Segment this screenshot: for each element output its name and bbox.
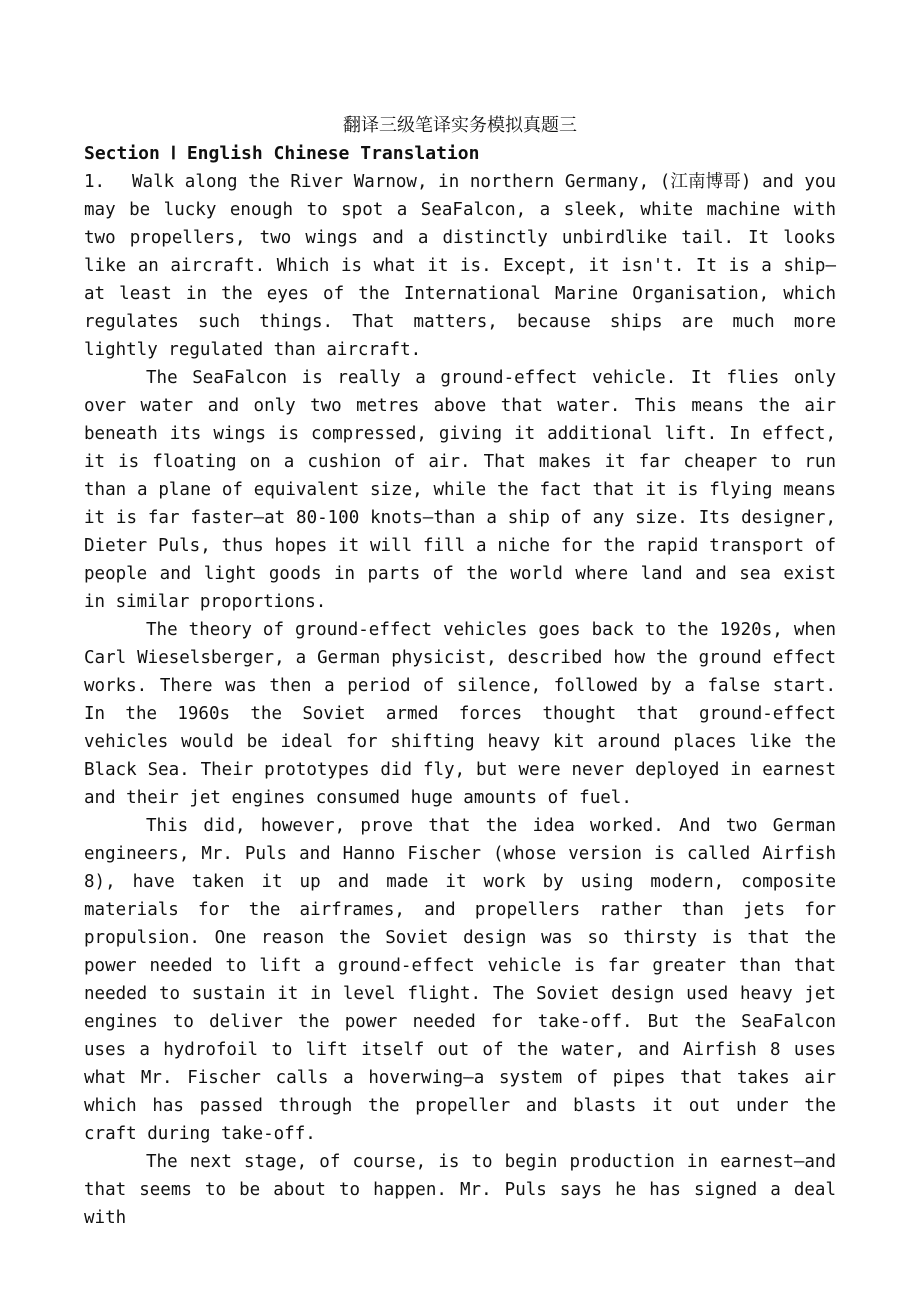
paragraph-2: The SeaFalcon is really a ground-effect vehicle. It flies only over water and only two metres above that water. This means the air beneath its wings is compressed, giving it additional lift. In effect, it is floating on a cushion of air. That makes it far cheaper to run than a plane of equivalent size, while the fact that it is flying means it is far faster—at 80-100 knots—than a ship of any size. Its designer, Dieter Puls, thus hopes it will fill a niche for the rapid transport of people and light goods in parts of the world where land and sea exist in similar proportions. (84, 368, 836, 612)
section-heading: Section Ⅰ English Chinese Translation (84, 143, 480, 164)
paragraph-1-text: Walk along the River Warnow, in northern Germany, (江南博哥) and you may be lucky enough to spot a SeaFalcon, a sleek, white machine with two propellers, two wings and a distinctly unbirdlike tail. It looks like an aircraft. Which is what it is. Except, it isn't. It is a ship—at least in the eyes of the International Marine Organisation, which regulates such things. That matters, because ships are much more lightly regulated than aircraft. (84, 172, 836, 360)
item-number: 1. (84, 172, 106, 192)
paragraph-5: The next stage, of course, is to begin production in earnest—and that seems to be about to happen. Mr. Puls says he has signed a deal with (84, 1152, 836, 1228)
document-title: 翻译三级笔译实务模拟真题三 (343, 115, 577, 136)
document-body (84, 112, 836, 1232)
paragraph-3: The theory of ground-effect vehicles goes back to the 1920s, when Carl Wieselsberger, a German physicist, described how the ground effect works. There was then a period of silence, followed by a false start. In the 1960s the Soviet armed forces thought that ground-effect vehicles would be ideal for shifting heavy kit around places like the Black Sea. Their prototypes did fly, but were never deployed in earnest and their jet engines consumed huge amounts of fuel. (84, 620, 836, 808)
paragraph-4: This did, however, prove that the idea worked. And two German engineers, Mr. Puls and Hanno Fischer (whose version is called Airfish 8), have taken it up and made it work by using modern, composite materials for the airframes, and propellers rather than jets for propulsion. One reason the Soviet design was so thirsty is that the power needed to lift a ground-effect vehicle is far greater than that needed to sustain it in level flight. The Soviet design used heavy jet engines to deliver the power needed for take-off. But the SeaFalcon uses a hydrofoil to lift itself out of the water, and Airfish 8 uses what Mr. Fischer calls a hoverwing—a system of pipes that takes air which has passed through the propeller and blasts it out under the craft during take-off. (84, 816, 836, 1144)
paragraph-1 (84, 168, 836, 364)
